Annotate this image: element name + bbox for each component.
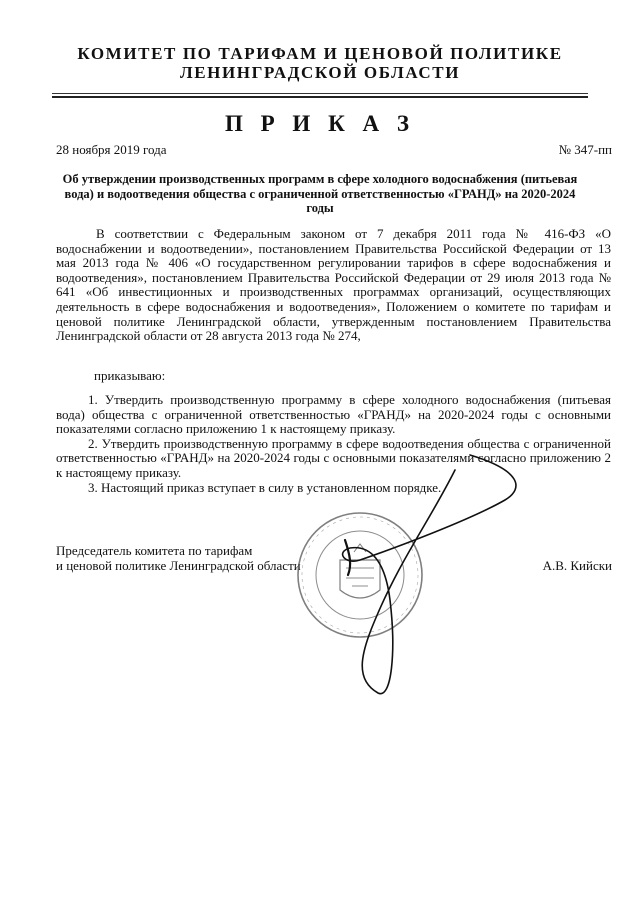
clause-1: 1. Утвердить производственную программу в сфере холодного водоснабжения (питьевая вода) общества с ограниченной ответственностью «ГРАНД» на 2020-2024 годы с основными показателями согласно приложению 1 к настоящему приказу. bbox=[56, 392, 611, 437]
org-line-1: КОМИТЕТ ПО ТАРИФАМ И ЦЕНОВОЙ ПОЛИТИКЕ bbox=[77, 44, 563, 63]
position-line-2: и ценовой политике Ленинградской области bbox=[56, 558, 301, 573]
order-number: № 347-пп bbox=[558, 142, 612, 157]
header-divider-thin bbox=[52, 93, 588, 94]
official-seal-icon bbox=[298, 513, 422, 637]
signatory-position bbox=[56, 543, 301, 573]
org-line-2: ЛЕНИНГРАДСКОЙ ОБЛАСТИ bbox=[179, 63, 461, 82]
order-title: П Р И К А З bbox=[224, 111, 415, 136]
organization-header bbox=[40, 44, 600, 82]
position-line-1: Председатель комитета по тарифам bbox=[56, 543, 253, 558]
order-subject: Об утверждении производственных программ в сфере холодного водоснабжения (питьевая вода) и водоотведения общества с ограниченной ответственностью «ГРАНД» на 2020-2024 годы bbox=[62, 172, 578, 215]
signatory-name: А.В. Кийски bbox=[542, 558, 612, 573]
order-word: приказываю: bbox=[94, 368, 166, 383]
header-divider-thick bbox=[52, 96, 588, 98]
clause-2: 2. Утвердить производственную программу в сфере водоотведения общества с ограниченной ответственностью «ГРАНД» на 2020-2024 годы с основными показателями согласно приложению 2 к настоящему приказу. bbox=[56, 435, 611, 480]
signature-stroke-icon bbox=[345, 540, 350, 575]
order-date: 28 ноября 2019 года bbox=[56, 142, 167, 157]
order-clauses bbox=[56, 393, 611, 495]
clause-3: 3. Настоящий приказ вступает в силу в установленном порядке. bbox=[88, 479, 442, 495]
preamble-paragraph: В соответствии с Федеральным законом от 7 декабря 2011 года № 416-ФЗ «О водоснабжении и водоотведении», постановлением Правительства Российской Федерации от 13 мая 2013 года № 406 «О государственном регулировании тарифов в сфере водоснабжения и водоотведения», постановлением Правительства Российской Федерации от 29 июля 2013 года № 641 «Об инвестиционных и производственных программах организаций, осуществляющих деятельность в сфере водоснабжения и водоотведения», Положением о комитете по тарифам и ценовой политике Ленинградской области, утвержденным постановлением Правительства Ленинградской области от 28 августа 2013 года № 274, bbox=[56, 226, 611, 344]
